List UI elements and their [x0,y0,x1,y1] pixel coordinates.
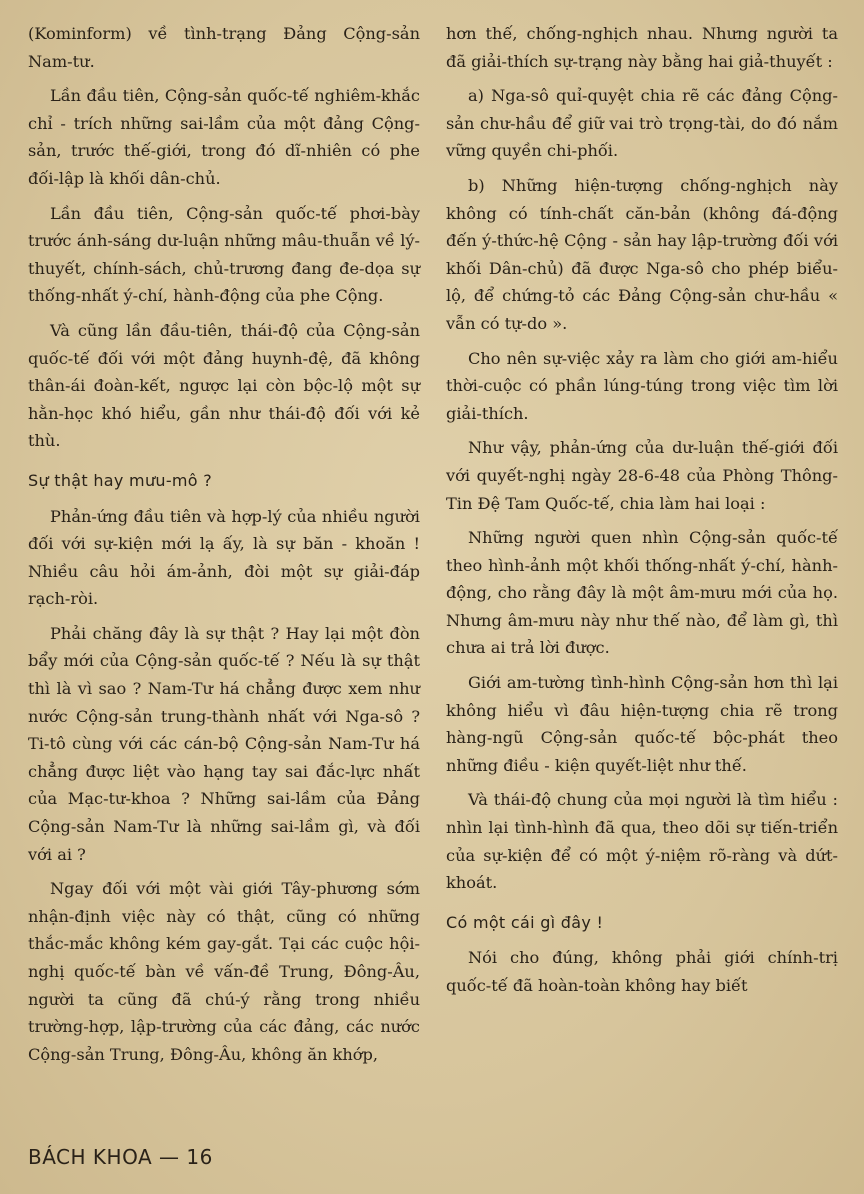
paragraph: Nói cho đúng, không phải giới chính-trị quốc-tế đã hoàn-toàn không hay biết [446,948,838,995]
paragraph: Những người quen nhìn Cộng-sản quốc-tế theo hình-ảnh một khối thống-nhất ý-chí, hành-động, cho rằng đây là một âm-mưu mới của họ. Nhưng âm-mưu này như thế nào, để làm gì, thì chưa ai trả lời được. [446,528,838,658]
paragraph: Phản-ứng đầu tiên và hợp-lý của nhiều người đối với sự-kiện mới lạ ấy, là sự băn - khoăn ! Nhiều câu hỏi ám-ảnh, đòi một sự giải-đáp rạch-ròi. [28,506,420,609]
paragraph: hơn thế, chống-nghịch nhau. Nhưng người ta đã giải-thích sự-trạng này bằng hai giả-thuyết : [446,24,838,71]
section-heading: Sự thật hay mưu-mô ? [28,470,213,490]
paragraph: Ngay đối với một vài giới Tây-phương sớm nhận-định việc này có thật, cũng có những thắc-mắc không kém gay-gắt. Tại các cuộc hội-nghị quốc-tế bàn về vấn-đề Trung, Đông-Âu, người ta cũng đã chú-ý rằng trong nhiều trường-hợp, lập-trường của các đảng, các nước Cộng-sản Trung, Đông-Âu, không ăn khớp, [28,879,420,1064]
paragraph: Giới am-tường tình-hình Cộng-sản hơn thì lại không hiểu vì đâu hiện-tượng chia rẽ trong hàng-ngũ Cộng-sản quốc-tế bộc-phát theo những điều - kiện quyết-liệt như thế. [446,673,838,775]
page-footer: BÁCH KHOA — 16 [28,1145,213,1169]
paragraph: (Kominform) về tình-trạng Đảng Cộng-sản Nam-tư. [28,24,420,71]
paragraph: Lần đầu tiên, Cộng-sản quốc-tế nghiêm-khắc chỉ - trích những sai-lầm của một đảng Cộng-sản, trước thế-giới, trong đó dĩ-nhiên có phe đối-lập là khối dân-chủ. [28,86,420,188]
left-column [28,20,420,1068]
paragraph: Lần đầu tiên, Cộng-sản quốc-tế phơi-bày trước ánh-sáng dư-luận những mâu-thuẫn về lý-thuyết, chính-sách, chủ-trương đang đe-dọa sự thống-nhất ý-chí, hành-động của phe Cộng. [28,203,420,306]
paragraph: Và thái-độ chung của mọi người là tìm hiểu : nhìn lại tình-hình đã qua, theo dõi sự tiến-triển của sự-kiện để có một ý-niệm rõ-ràng và dứt-khoát. [446,790,838,893]
paragraph: Và cũng lần đầu-tiên, thái-độ của Cộng-sản quốc-tế đối với một đảng huynh-đệ, đã không thân-ái đoàn-kết, ngược lại còn bộc-lộ một sự hằn-học khó hiểu, gần như thái-độ đối với kẻ thù. [28,320,420,451]
paragraph: a) Nga-sô quỉ-quyệt chia rẽ các đảng Cộng-sản chư-hầu để giữ vai trò trọng-tài, do đó nắm vững quyền chi-phối. [446,86,838,161]
paragraph: b) Những hiện-tượng chống-nghịch này không có tính-chất căn-bản (không đá-động đến ý-thức-hệ Cộng - sản hay lập-trường đối với khối Dân-chủ) đã được Nga-sô cho phép biểu-lộ, để chứng-tỏ các Đảng Cộng-sản chư-hầu « vẫn có tự-do ». [446,175,838,333]
paragraph: Cho nên sự-việc xảy ra làm cho giới am-hiểu thời-cuộc có phần lúng-túng trong việc tìm lời giải-thích. [446,348,838,423]
right-column [446,20,838,1000]
paragraph: Như vậy, phản-ứng của dư-luận thế-giới đối với quyết-nghị ngày 28-6-48 của Phòng Thông-Tin Đệ Tam Quốc-tế, chia làm hai loại : [446,438,838,513]
section-heading: Có một cái gì đây ! [446,912,604,932]
paragraph: Phải chăng đây là sự thật ? Hay lại một đòn bẩy mới của Cộng-sản quốc-tế ? Nếu là sự thật thì là vì sao ? Nam-Tư há chẳng được xem như nước Cộng-sản trung-thành nhất với Nga-sô ? Ti-tô cùng với các cán-bộ Cộng-sản Nam-Tư há chẳng được liệt vào hạng tay sai đắc-lực nhất của Mạc-tư-khoa ? Những sai-lầm của Đảng Cộng-sản Nam-Tư là những sai-lầm gì, và đối với ai ? [28,623,420,864]
